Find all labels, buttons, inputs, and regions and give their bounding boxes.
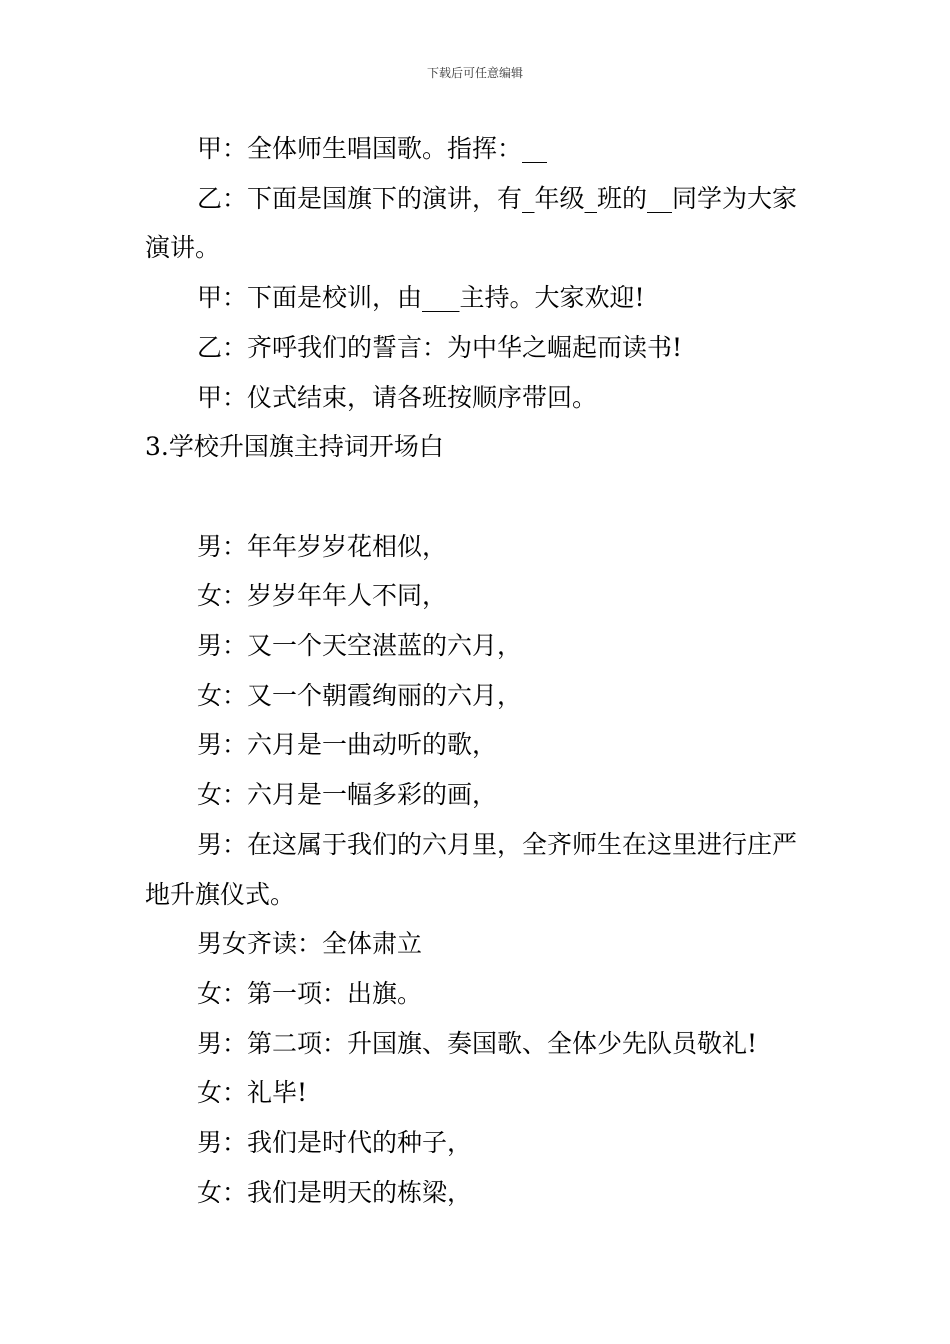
paragraph: 男女齐读：全体肃立 xyxy=(197,929,423,959)
paragraph: 女：又一个朝霞绚丽的六月， xyxy=(197,680,523,710)
paragraph: 女：我们是明天的栋梁， xyxy=(197,1177,473,1207)
paragraph: 男：我们是时代的种子， xyxy=(197,1128,473,1158)
paragraph: 乙：齐呼我们的誓言：为中华之崛起而读书! xyxy=(197,332,683,362)
paragraph: 男：六月是一曲动听的歌， xyxy=(197,730,498,760)
paragraph: 女：岁岁年年人不同， xyxy=(197,581,448,611)
paragraph: 男：又一个天空湛蓝的六月， xyxy=(197,631,523,661)
document-body xyxy=(145,124,815,1217)
paragraph: 乙：下面是国旗下的演讲，有_年级_班的__同学为大家演讲。 xyxy=(145,183,798,263)
paragraph: 女：六月是一幅多彩的画， xyxy=(197,780,498,810)
paragraph: 甲：仪式结束，请各班按顺序带回。 xyxy=(197,382,598,412)
section-heading: 3.学校升国旗主持词开场白 xyxy=(145,432,444,462)
paragraph: 男：第二项：升国旗、奏国歌、全体少先队员敬礼! xyxy=(197,1028,758,1058)
paragraph: 男：年年岁岁花相似， xyxy=(197,531,448,561)
blank-line xyxy=(145,472,815,522)
paragraph: 男：在这属于我们的六月里，全齐师生在这里进行庄严地升旗仪式。 xyxy=(145,829,798,909)
paragraph: 甲：全体师生唱国歌。指挥：__ xyxy=(197,134,548,163)
paragraph: 女：第一项：出旗。 xyxy=(197,978,423,1008)
paragraph: 甲：下面是校训，由___主持。大家欢迎! xyxy=(197,283,645,313)
paragraph: 女：礼毕! xyxy=(197,1078,308,1108)
page-header: 下载后可任意编辑 xyxy=(426,66,523,80)
